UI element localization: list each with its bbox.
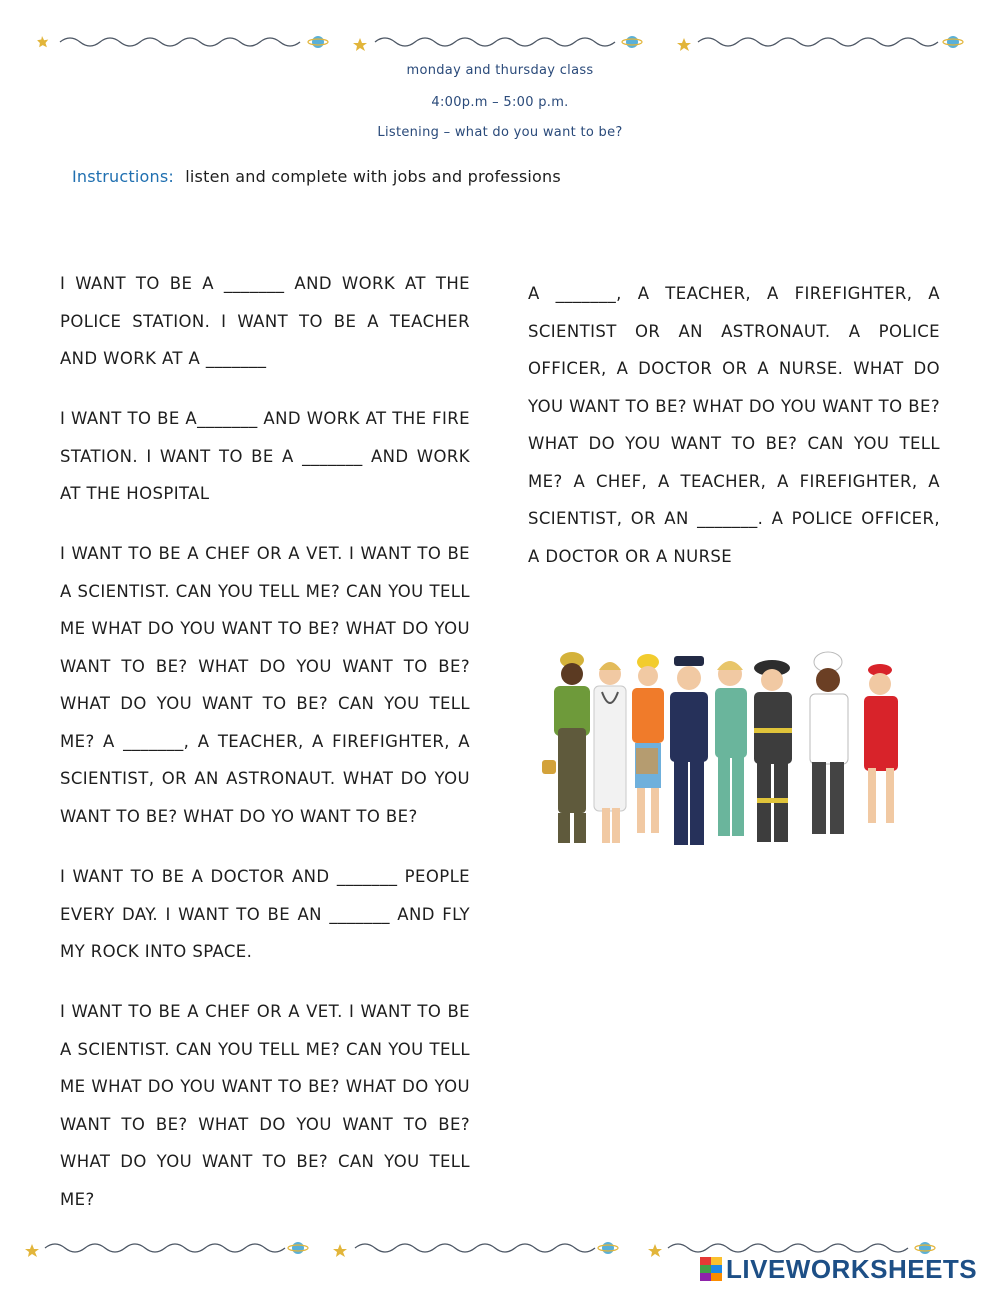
instructions bbox=[72, 167, 561, 186]
kids-professions-illustration bbox=[540, 648, 930, 858]
star-icon bbox=[333, 1244, 347, 1257]
border-segment-1 bbox=[37, 36, 328, 48]
planet-icon bbox=[292, 1242, 304, 1254]
brand-name: LIVEWORKSHEETS bbox=[726, 1253, 978, 1284]
class-time: 4:00p.m – 5:00 p.m. bbox=[431, 95, 569, 110]
planet-icon bbox=[626, 36, 638, 48]
construction-worker-figure bbox=[542, 652, 590, 843]
nurse-figure bbox=[715, 661, 747, 836]
planet-icon bbox=[919, 1242, 931, 1254]
liveworksheets-brand[interactable] bbox=[700, 1254, 977, 1284]
star-icon bbox=[25, 1244, 39, 1257]
lesson-title: Listening – what do you want to be? bbox=[377, 125, 623, 140]
border-segment-5 bbox=[333, 1242, 618, 1257]
police-officer-figure bbox=[670, 656, 708, 845]
right-paragraph: A _______, A TEACHER, A FIREFIGHTER, A SCIENTIST OR AN ASTRONAUT. A POLICE OFFICER, A DOCTOR OR A NURSE. WHAT DO YOU WANT TO BE? WHAT DO YOU WANT TO BE? WHAT DO YOU WANT TO BE? CAN YOU TELL ME? A CHEF, A TEACHER, A FIREFIGHTER, A SCIENTIST, OR AN _______. A POLICE OFFICER, A DOCTOR OR A NURSE bbox=[528, 284, 940, 566]
instructions-label: Instructions: bbox=[72, 167, 174, 186]
border-segment-2 bbox=[353, 36, 642, 51]
planet-icon bbox=[602, 1242, 614, 1254]
doctor-figure bbox=[594, 662, 626, 843]
star-icon bbox=[353, 38, 367, 51]
planet-icon bbox=[312, 36, 324, 48]
flight-attendant-figure bbox=[864, 664, 898, 823]
border-segment-3 bbox=[677, 36, 963, 51]
planet-icon bbox=[947, 36, 959, 48]
class-days: monday and thursday class bbox=[406, 63, 594, 78]
star-icon bbox=[37, 36, 48, 47]
instructions-text: listen and complete with jobs and professions bbox=[185, 167, 561, 186]
star-icon bbox=[648, 1244, 662, 1257]
chef-figure bbox=[810, 652, 848, 834]
firefighter-figure bbox=[754, 660, 792, 842]
builder-figure bbox=[632, 654, 664, 833]
top-border bbox=[0, 30, 1000, 60]
paragraph-2: I WANT TO BE A_______ AND WORK AT THE FIRE STATION. I WANT TO BE A _______ AND WORK AT THE HOSPITAL bbox=[60, 409, 470, 503]
paragraph-4: I WANT TO BE A DOCTOR AND _______ PEOPLE EVERY DAY. I WANT TO BE AN _______ AND FLY MY ROCK INTO SPACE. bbox=[60, 867, 470, 961]
paragraph-3: I WANT TO BE A CHEF OR A VET. I WANT TO BE A SCIENTIST. CAN YOU TELL ME? CAN YOU TELL ME WHAT DO YOU WANT TO BE? WHAT DO YOU WANT TO BE? WHAT DO YOU WANT TO BE? WHAT DO YOU WANT TO BE? CAN YOU TELL ME? A _______, A TEACHER, A FIREFIGHTER, A SCIENTIST, OR AN ASTRONAUT. WHAT DO YOU WANT TO BE? WHAT DO YO WANT TO BE? bbox=[60, 544, 470, 826]
liveworksheets-logo-icon bbox=[700, 1257, 722, 1281]
border-segment-4 bbox=[25, 1242, 308, 1257]
paragraph-1: I WANT TO BE A _______ AND WORK AT THE POLICE STATION. I WANT TO BE A TEACHER AND WORK AT A _______ bbox=[60, 274, 470, 368]
star-icon bbox=[677, 38, 691, 51]
paragraph-5: I WANT TO BE A CHEF OR A VET. I WANT TO BE A SCIENTIST. CAN YOU TELL ME? CAN YOU TELL ME WHAT DO YOU WANT TO BE? WHAT DO YOU WANT TO BE? WHAT DO YOU WANT TO BE? WHAT DO YOU WANT TO BE? CAN YOU TELL ME? bbox=[60, 1002, 470, 1209]
